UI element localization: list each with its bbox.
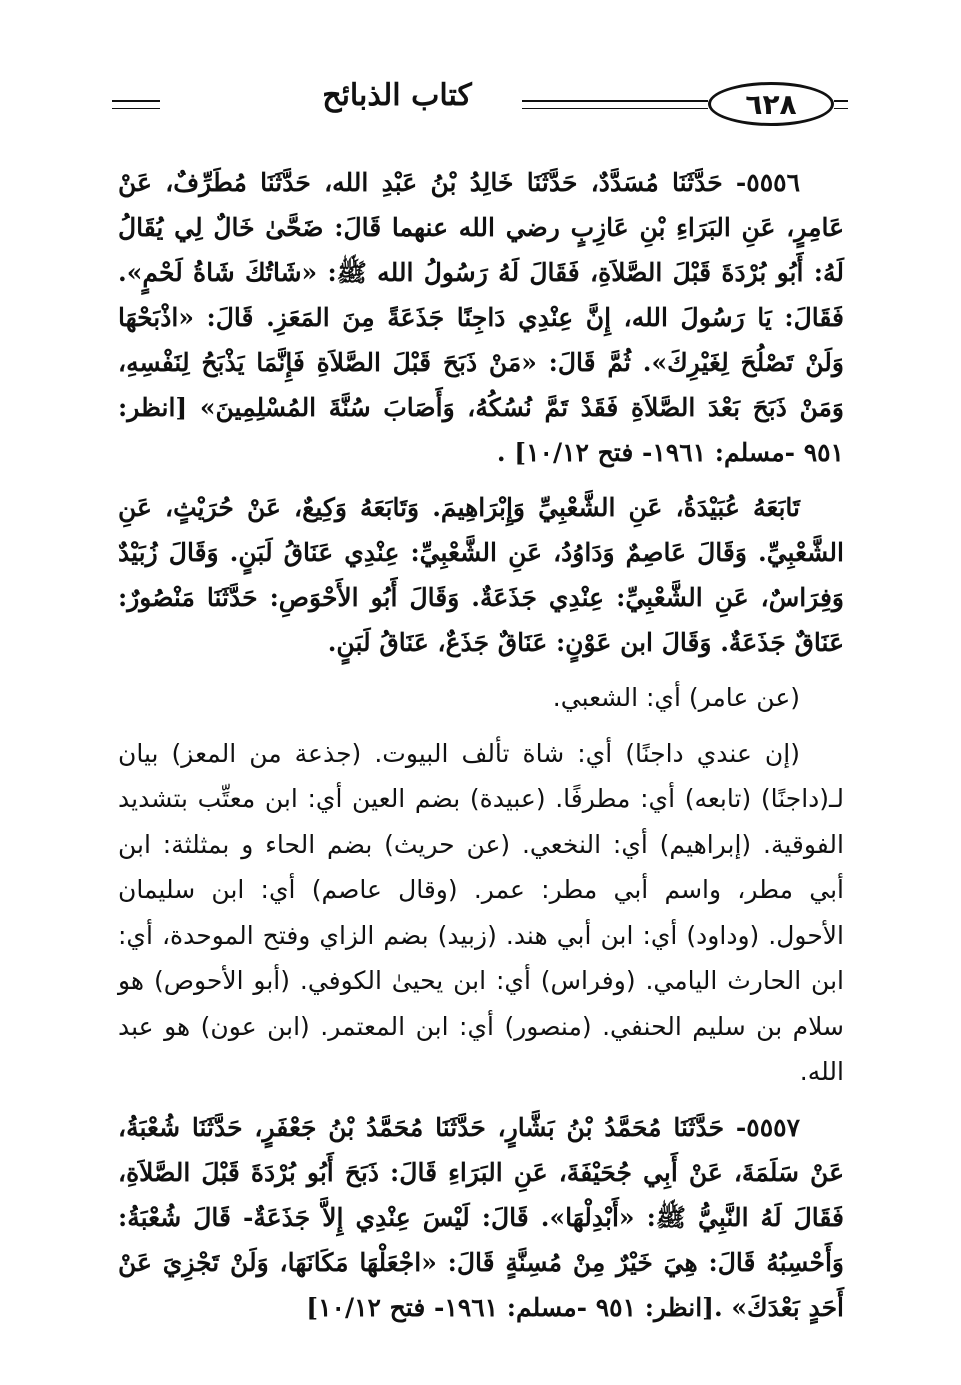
header-rule-left-thin [112, 108, 160, 109]
header-rule-middle-thin [522, 108, 708, 109]
commentary-paragraph-2: (إن عندي داجنًا) أي: شاة تألف البيوت. (جذعة من المعز) بيان لـ(داجنًا) (تابعه) أي: مطرفًا. (عبيدة) بضم العين أي: ابن معتِّب بتشديد الفوقية. (إبراهيم) أي: النخعي. (عن حريث) بضم الحاء و بمثلثة: ابن أبي مطر، واسم أبي مطر: عمر. (وقال عاصم) أي: ابن سليمان الأحول. (وداود) أي: ابن أبي هند. (زبيد) بضم الزاي وفتح الموحدة، أي: ابن الحارث اليامي. (وفراس) أي: ابن يحيىٰ الكوفي. (أبو الأحوص) هو سلام بن سليم الحنفي. (منصور) أي: ابن المعتمر. (ابن عون) هو عبد الله. [118, 738, 844, 1086]
page-content [118, 160, 844, 1340]
header-rule-right [834, 100, 848, 102]
header-rule-middle [522, 100, 708, 102]
hadith-5556: ٥٥٥٦- حَدَّثَنَا مُسَدَّدٌ، حَدَّثَنَا خَالِدُ بْنُ عَبْدِ الله، حَدَّثَنَا مُطَرِّفٌ، عَنْ عَامِرٍ، عَنِ البَرَاءِ بْنِ عَازِبٍ رضي الله عنهما قَالَ: ضَحَّىٰ خَالٌ لِي يُقَالُ لَهُ: أَبُو بُرْدَةَ قَبْلَ الصَّلاَةِ، فَقَالَ لَهُ رَسُولُ الله ﷺ: «شَاتُكَ شَاةُ لَحْمٍ». فَقَالَ: يَا رَسُولَ الله، إِنَّ عِنْدِي دَاجِنًا جَذَعَةً مِنَ المَعَزِ. قَالَ: «اذْبَحْهَا وَلَنْ تَصْلُحَ لِغَيْرِكَ». ثُمَّ قَالَ: «مَنْ ذَبَحَ قَبْلَ الصَّلاَةِ فَإِنَّمَا يَذْبَحُ لِنَفْسِهِ، وَمَنْ ذَبَحَ بَعْدَ الصَّلاَةِ فَقَدْ تَمَّ نُسُكُهُ، وَأَصَابَ سُنَّةَ المُسْلِمِينَ» [انظر: ٩٥١ -مسلم: ١٩٦١- فتح ١٠/١٢] . [118, 168, 844, 467]
page-header [112, 74, 848, 132]
commentary-line-1: (عن عامر) أي: الشعبي. [552, 683, 800, 712]
book-title: كتاب الذبائح [322, 78, 472, 113]
page-number: ٦٢٨ [745, 87, 797, 121]
hadith-5557: ٥٥٥٧- حَدَّثَنَا مُحَمَّدُ بْنُ بَشَّارٍ، حَدَّثَنَا مُحَمَّدُ بْنُ جَعْفَرٍ، حَدَّثَنَا شُعْبَةُ، عَنْ سَلَمَةَ، عَنْ أَبِي جُحَيْفَةَ، عَنِ البَرَاءِ قَالَ: ذَبَحَ أَبُو بُرْدَةَ قَبْلَ الصَّلاَةِ، فَقَالَ لَهُ النَّبِيُّ ﷺ: «أَبْدِلْهَا». قَالَ: لَيْسَ عِنْدِي إِلاَّ جَذَعَةٌ- قَالَ شُعْبَةُ: وَأَحْسِبُهُ قَالَ: هِيَ خَيْرٌ مِنْ مُسِنَّةٍ قَالَ: «اجْعَلْهَا مَكَانَهَا، وَلَنْ تَجْزِيَ عَنْ أَحَدٍ بَعْدَكَ» .[انظر: ٩٥١ -مسلم: ١٩٦١- فتح ١٠/١٢] [118, 1112, 844, 1322]
header-rule-left [112, 100, 160, 102]
header-rule-right-thin [834, 108, 848, 109]
page-number-oval [708, 82, 834, 126]
mutabaat-paragraph: تَابَعَهُ عُبَيْدَةُ، عَنِ الشَّعْبِيِّ وَإِبْرَاهِيمَ. وَتَابَعَهُ وَكِيعٌ، عَنْ حُرَيْثٍ، عَنِ الشَّعْبِيِّ. وَقَالَ عَاصِمٌ وَدَاوُدُ، عَنِ الشَّعْبِيِّ: عِنْدِي عَنَاقُ لَبَنٍ. وَقَالَ زُبَيْدٌ وَفِرَاسٌ، عَنِ الشَّعْبِيِّ: عِنْدِي جَذَعَةٌ. وَقَالَ أَبُو الأَحْوَصِ: حَدَّثَنَا مَنْصُورٌ: عَنَاقٌ جَذَعَةٌ. وَقَالَ ابن عَوْنٍ: عَنَاقٌ جَذَعٌ، عَنَاقُ لَبَنٍ. [118, 493, 844, 657]
